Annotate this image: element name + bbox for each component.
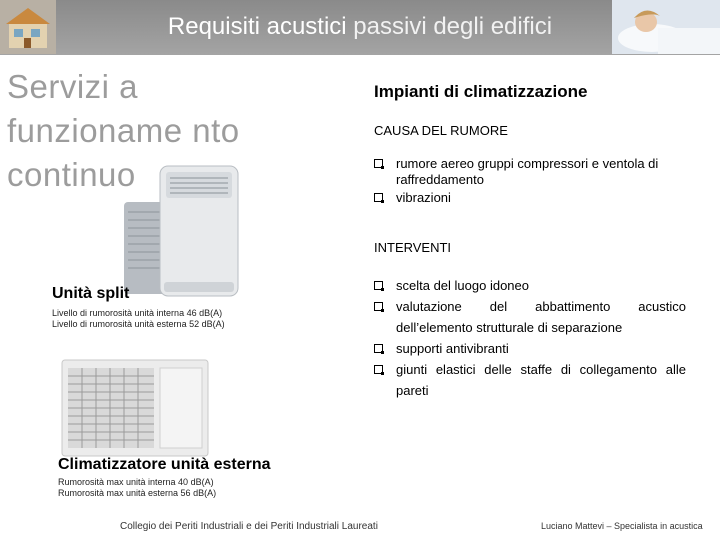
external-note-external: Rumorosità max unità esterna 56 dB(A) [58, 488, 217, 498]
intervention-text: supporti antivibranti [396, 341, 509, 356]
interventions-heading: INTERVENTI [374, 240, 452, 255]
list-item [374, 156, 686, 188]
outdoor-unit-image [60, 358, 210, 458]
checkbox-bullet-icon [374, 344, 383, 353]
list-item [374, 275, 686, 296]
cause-item-text: vibrazioni [396, 190, 451, 205]
intervention-text: valutazione del abbattimento acustico dell’elemento strutturale di separazione [396, 299, 686, 335]
cause-item-text: rumore aereo gruppi compressori e ventola di raffreddamento [396, 156, 659, 187]
external-unit-label: Climatizzatore unità esterna [58, 456, 271, 473]
intervention-text: scelta del luogo idoneo [396, 278, 529, 293]
section-title: Impianti di climatizzazione [374, 82, 588, 101]
split-note-external: Livello di rumorosità unità esterna 52 dB(A) [52, 319, 225, 329]
title-strong: Requisiti acustici [167, 13, 347, 40]
checkbox-bullet-icon [374, 159, 383, 168]
checkbox-bullet-icon [374, 365, 383, 374]
footer-author: Luciano Mattevi – Specialista in acustica [541, 521, 703, 531]
checkbox-bullet-icon [374, 193, 383, 202]
list-item [374, 359, 686, 401]
slide-big-title: Servizi a funzioname nto continuo [7, 68, 240, 193]
footer-organization: Collegio dei Periti Industriali e dei Periti Industriali Laureati [120, 521, 378, 532]
checkbox-bullet-icon [374, 302, 383, 311]
portable-air-conditioner-image [120, 160, 240, 300]
header-bar [0, 0, 720, 55]
split-unit-label: Unità split [52, 285, 130, 302]
list-item [374, 296, 686, 338]
external-note-internal: Rumorosità max unità interna 40 dB(A) [58, 477, 214, 487]
title-light: passivi degli edifici [346, 13, 553, 40]
checkbox-bullet-icon [374, 281, 383, 290]
list-item [374, 338, 686, 359]
cause-heading: CAUSA DEL RUMORE [374, 123, 508, 138]
sleeping-person-image [612, 0, 720, 54]
list-item [374, 190, 686, 206]
split-note-internal: Livello di rumorosità unità interna 46 dB(A) [52, 308, 223, 318]
intervention-text: giunti elastici delle staffe di collegamento alle pareti [396, 362, 686, 398]
